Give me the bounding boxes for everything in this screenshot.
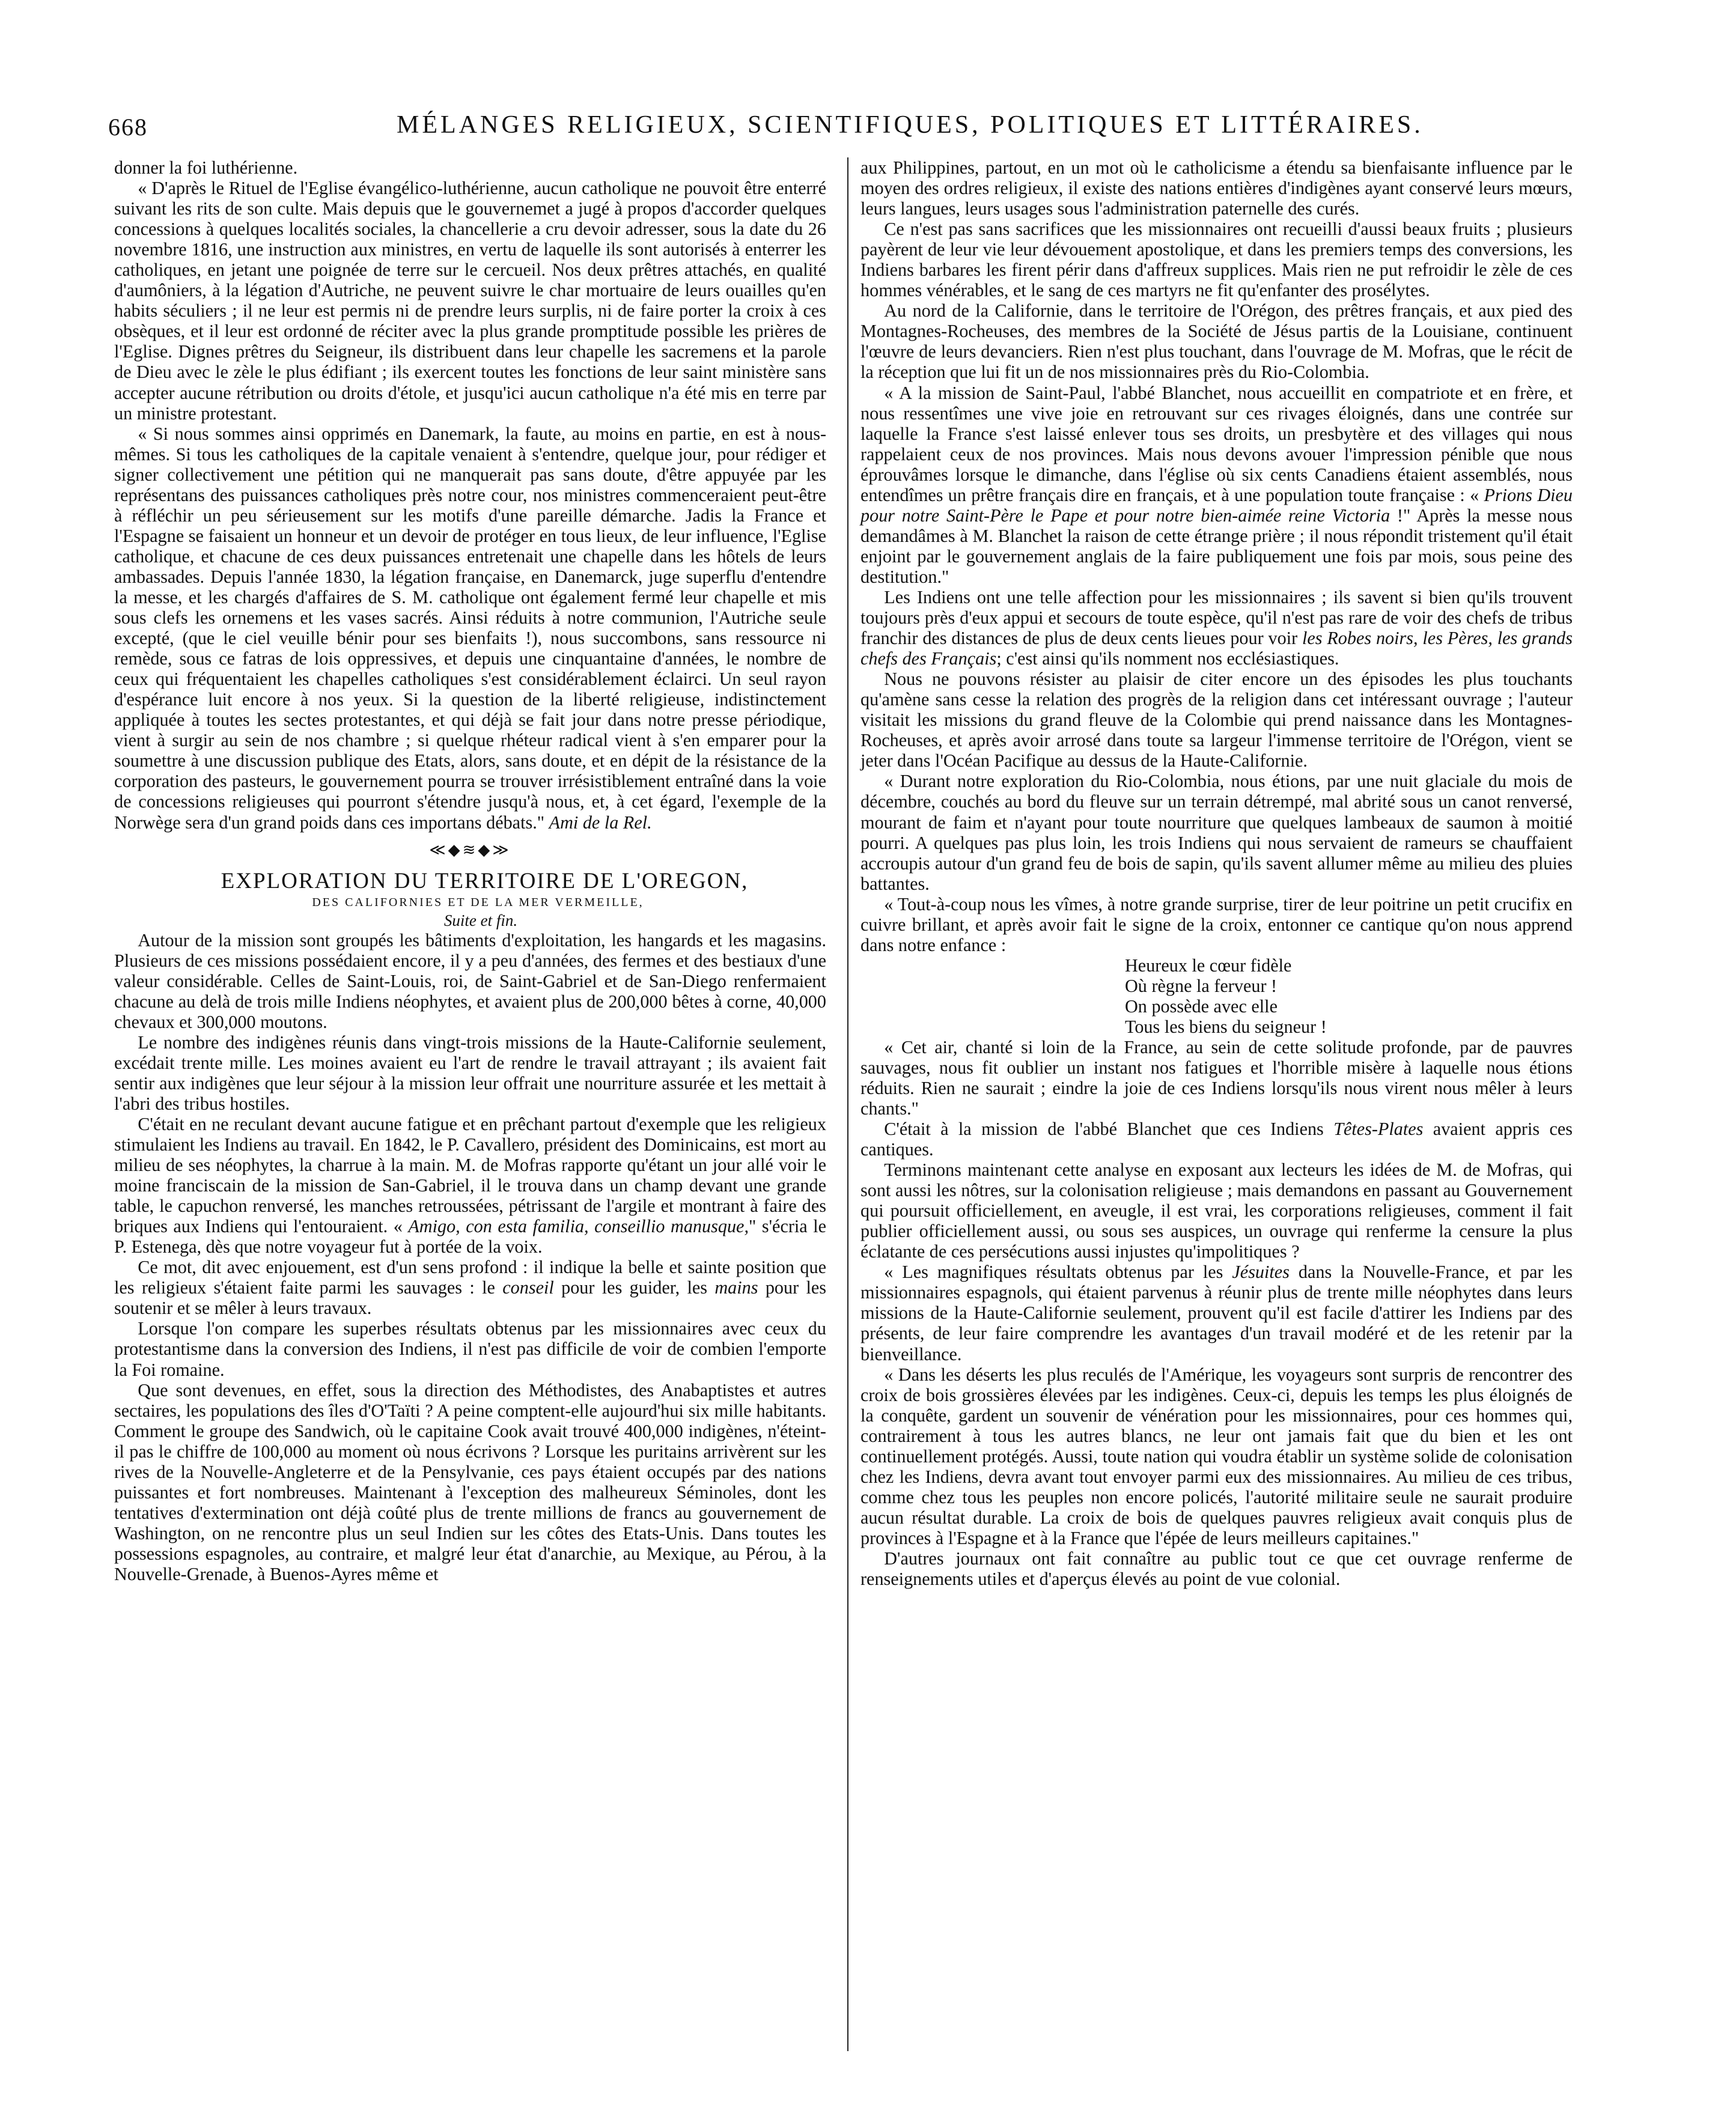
paragraph-text: " s'écria le P. Estenega, dès que notre voyageur fut à portée de la voix. <box>114 1216 826 1257</box>
paragraph-text: !" Après la messe nous demandâmes à M. Blanchet la raison de cette étrange prière ; il nous répondit tristement qu'il était enjoint par le gouvernement anglais de la faire publiquement une fois par mois, sous peine des destitution." <box>860 505 1573 587</box>
paragraph-text: pour les guider, les <box>561 1277 707 1298</box>
paragraph: « Durant notre exploration du Rio-Colombia, nous étions, par une nuit glaciale du mois de décembre, couchés au bord du fleuve sur un terrain détrempé, mal abrité sous un canot renversé, mourant de faim et n'ayant pour toute nourriture que quelques lambeaux de saumon à moitié pourri. A quelques pas plus loin, les trois Indiens qui nous servaient de rameurs se chauffaient accroupis autour d'un grand feu de bois de sapin, qu'ils savent allumer même au milieu des pluies battantes. <box>860 771 1573 894</box>
paragraph: « Cet air, chanté si loin de la France, au sein de cette solitude profonde, par de pauvres sauvages, nous fit oublier un instant nos fatigues et l'horrible misère à laquelle nous étions réduits. Rien ne saurait ; eindre la joie de ces Indiens lorsqu'ils nous virent nous mêler à leurs chants." <box>860 1036 1573 1119</box>
italic-word: conseil <box>502 1277 554 1298</box>
verse-line: Heureux le cœur fidèle <box>1125 955 1292 976</box>
column-rule <box>847 157 848 2051</box>
italic-phrase: les Robes noirs, les Pères, les grands chefs des Français <box>860 628 1573 669</box>
paragraph-text: « A la mission de Saint-Paul, l'abbé Blanchet, nous accueillit en compatriote et en frère, et nous ressentîmes une vive joie en retrouvant sur ces rivages éloignés, dans une contrée sur laquelle la France s'est laissé enlever tous ses droits, un presbytère et des villages qui nous rappelaient ceux de nos provinces. Mais nous devons avouer l'impression pénible que nous éprouvâmes lorsque le dimanche, dans l'église où six cents Canadiens étaient assemblés, nous entendîmes un prêtre français dire en français, et à une population toute française : « <box>860 382 1573 505</box>
paragraph: « Tout-à-coup nous les vîmes, à notre grande surprise, tirer de leur poitrine un petit crucifix en cuivre brillant, et après avoir fait le signe de la croix, entonner ce cantique qu'on nous apprend dans notre enfance : <box>860 893 1573 955</box>
verse-line: Tous les biens du seigneur ! <box>1125 1016 1327 1037</box>
quotation-italic: Amigo, con esta familia, conseillio manusque, <box>408 1216 749 1237</box>
paragraph <box>114 1257 826 1318</box>
paragraph: « D'après le Rituel de l'Eglise évangélico-luthérienne, aucun catholique ne pouvoit être enterré suivant les rits de son culte. Mais depuis que le gouvernemet a jugé à propos d'accorder quelques concessions à quelques localités sociales, la chancellerie a cru devoir adresser, sous la date du 26 novembre 1816, une instruction aux ministres, en vertu de laquelle ils sont autorisés à enterrer les catholiques, en jetant une poignée de terre sur le cercueil. Nos deux prêtres attachés, en qualité d'aumôniers, à la légation d'Autriche, ne peuvent suivre le char mortuaire de leurs ouailles qu'en habits séculiers ; il ne leur est permis ni de prendre leurs surplis, ni de faire porter la croix à ces obsèques, et il leur est ordonné de réciter avec la plus grande promptitude possible les prières de l'Eglise. Dignes prêtres du Seigneur, ils distribuent dans leur chapelle les sacremens et la parole de Dieu avec le zèle le plus édifiant ; ils exercent toutes les fonctions de leur saint ministère sans accepter aucune rétribution ou droits d'étole, et jusqu'ici aucun catholique n'a été mis en terre par un ministre protestant. <box>114 178 826 424</box>
paragraph <box>860 1119 1573 1160</box>
paragraph: Le nombre des indigènes réunis dans vingt-trois missions de la Haute-Californie seulement, excédait trente mille. Les moines avaient eu l'art de rendre le travail attrayant ; ils avaient fait sentir aux indigènes que leur séjour à la mission leur offrait une nourriture assurée et les mettait à l'abri des tribus hostiles. <box>114 1032 826 1114</box>
left-column <box>114 157 826 1584</box>
ornament-divider: ≪◆≋◆≫ <box>429 841 511 859</box>
source-signature: Ami de la Rel. <box>549 812 652 833</box>
paragraph-text: C'était à la mission de l'abbé Blanchet que ces Indiens <box>884 1119 1324 1140</box>
paragraph <box>114 1114 826 1257</box>
section-title: EXPLORATION DU TERRITOIRE DE L'OREGON, <box>221 868 749 893</box>
paragraph-text: dans la Nouvelle-France, et par les missionnaires espagnols, qui étaient parvenus à réunir plus de trente mille néophytes dans leurs missions de la Haute-Californie seulement, prouvent qu'il est facile d'attirer les Indiens par des présents, de leur faire comprendre les avantages d'un travail modéré et de les retenir par la bienveillance. <box>860 1262 1573 1364</box>
paragraph-text: « Si nous sommes ainsi opprimés en Danemark, la faute, au moins en partie, en est à nous-mêmes. Si tous les catholiques de la capitale venaient à s'entendre, quelque jour, pour rédiger et signer collectivement une pétition qui ne manquerait pas sans doute, d'être appuyée par les représentans des puissances catholiques près notre cour, nos ministres commenceraient peut-être à réfléchir un peu sérieusement sur les motifs d'une pareille démarche. Jadis la France et l'Espagne se faisaient un honneur et un devoir de protéger en tous lieux, de leur influence, l'Eglise catholique, et chacune de ces deux puissances entretenait une chapelle dans les hôtels de leurs ambassades. Depuis l'année 1830, la légation française, en Danemarck, juge superflu d'entendre la messe, et les chargés d'affaires de S. M. catholique ont également fermé leur chapelle et mis sous clefs les ornemens et les vases sacrés. Ainsi réduits à notre communion, l'Autriche seule excepté, (que le ciel veuille bénir pour ses bienfaits !), nous succombons, sans ressource ni remède, sous ce fatras de lois oppressives, et depuis une cinquantaine d'années, le nombre de ceux qui fréquentaient les chapelles catholiques s'est considérablement éclairci. Un seul rayon d'espérance luit encore à nos yeux. Si la question de la liberté religieuse, indistinctement appliquée à toutes les sectes protestantes, et qui déjà se fait jour dans notre presse périodique, vient à surgir au sein de nos chambre ; si quelque rhéteur radical vient à s'en emparer pour la soumettre à une discussion publique des Etats, alors, sans doute, et en dépit de la résistance de la corporation des pasteurs, le gouvernement pourra se trouver irrésistiblement entraîné dans la voie de concessions religieuses qui pourront s'étendre jusqu'à nous, et, à cet égard, l'exemple de la Norwège sera d'un grand poids dans ces importans débats." <box>114 423 826 833</box>
paragraph-text: pour les soutenir et se mêler à leurs travaux. <box>114 1277 827 1319</box>
paragraph <box>114 424 826 833</box>
paragraph: « Dans les déserts les plus reculés de l'Amérique, les voyageurs sont surpris de rencontrer des croix de bois grossières élevées par les indigènes. Ceux-ci, depuis les temps les plus éloignés de la conquête, gardent un souvenir de vénération pour les missionnaires, pour ces hommes qui, contrairement à tous les autres blancs, ne leur ont jamais fait que du bien et les ont continuellement protégés. Aussi, toute nation qui voudra établir un système solide de colonisation chez les Indiens, devra avant tout envoyer parmi eux des missionnaires. Au milieu de ces tribus, comme chez tous les peuples non encore policés, l'autorité militaire seule ne saurait produire aucun résultat durable. La croix de bois de quelques pauvres religieux avait conquis plus de provinces à l'Espagne et à la France que l'épée de leurs meilleurs capitaines." <box>860 1364 1573 1548</box>
verse-line: Où règne la ferveur ! <box>1125 975 1278 996</box>
right-column <box>860 157 1573 1589</box>
section-subtitle: DES CALIFORNIES ET DE LA MER VERMEILLE, <box>312 895 644 909</box>
quotation-italic: Prions Dieu pour notre Saint-Père le Pape et pour notre bien-aimée reine Victoria <box>860 484 1573 526</box>
paragraph: Ce n'est pas sans sacrifices que les missionnaires ont recueilli d'aussi beaux fruits ; plusieurs payèrent de leur vie leur dévouement apostolique, et dans les premiers temps des conversions, les Indiens barbares les firent périr dans d'affreux supplices. Mais rien ne put refroidir le zèle de ces hommes vénérables, et le sang de ces martyrs ne fit qu'enfanter des prosélytes. <box>860 219 1573 301</box>
paragraph-text: C'était en ne reculant devant aucune fatigue et en prêchant partout d'exemple que les religieux stimulaient les Indiens au travail. En 1842, le P. Cavallero, président des Dominicains, est mort au milieu de ses néophytes, la charrue à la main. M. de Mofras rapporte qu'étant un jour allé voir le moine franciscain de la mission de San-Gabriel, il le trouva dans un champ devant une grande table, le capuchon renversé, les manches retroussées, pétrissant de l'argile et montrant à faire des briques aux Indiens qui l'entouraient. « <box>114 1113 826 1237</box>
page-header <box>108 108 1634 156</box>
paragraph-text: « Les magnifiques résultats obtenus par les <box>884 1262 1223 1283</box>
paragraph <box>860 383 1573 587</box>
paragraph: Nous ne pouvons résister au plaisir de citer encore un des épisodes les plus touchants qu'amène sans cesse la relation des progrès de la religion dans cet intéressant ouvrage ; l'auteur visitait les missions du grand fleuve de la Colombie qui prend naissance dans les Montagnes-Rocheuses, et après avoir arrosé dans toute sa largeur l'immense territoire de l'Orégon, vient se jeter dans l'Océan Pacifique au dessus de la Haute-Californie. <box>860 669 1573 771</box>
paragraph: Autour de la mission sont groupés les bâtiments d'exploitation, les hangards et les magasins. Plusieurs de ces missions possédaient encore, il y a peu d'années, des fermes et des bestiaux d'une valeur considérable. Celles de Saint-Louis, roi, de Saint-Gabriel et de San-Diego renfermaient chacune au delà de trois mille Indiens néophytes, et avaient plus de 200,000 bêtes à corne, 40,000 chevaux et 300,000 moutons. <box>114 929 826 1032</box>
paragraph-text: ; c'est ainsi qu'ils nomment nos ecclésiastiques. <box>996 648 1339 669</box>
italic-word: Jésuites <box>1232 1262 1290 1283</box>
paragraph: Terminons maintenant cette analyse en exposant aux lecteurs les idées de M. de Mofras, qui sont aussi les nôtres, sur la colonisation religieuse ; mais demandons en passant au Gouvernement qui poursuit officiellement, en aveugle, il est vrai, les corporations religieuses, comment il fait publier officiellement aussi, ou sous ses auspices, un ouvrage qui renferme la censure la plus éclatante de ces persécutions aussi injustes qu'impolitiques ? <box>860 1160 1573 1262</box>
paragraph-text: avaient appris ces cantiques. <box>860 1119 1573 1160</box>
italic-word: Têtes-Plates <box>1333 1119 1424 1140</box>
paragraph: Que sont devenues, en effet, sous la direction des Méthodistes, des Anabaptistes et autres sectaires, les populations des îles d'O'Taïti ? A peine comptent-elle aujourd'hui six mille habitants. Comment le groupe des Sandwich, où le capitaine Cook avait trouvé 400,000 indigènes, n'éteint-il pas le chiffre de 100,000 au moment où nous écrivons ? Lorsque les puritains arrivèrent sur les rives de la Nouvelle-Angleterre et de la Pensylvanie, ces pays étaient occupés par des nations puissantes et fort nombreuses. Maintenant à l'exception des malheureux Séminoles, dont les tentatives d'extermination ont déjà coûté plus de trente millions de francs au gouvernement de Washington, on ne rencontre plus un seul Indien sur les côtes des Etats-Unis. Dans toutes les possessions espagnoles, au contraire, et malgré leur état d'anarchie, au Mexique, au Pérou, à la Nouvelle-Grenade, à Buenos-Ayres même et <box>114 1379 826 1584</box>
verse-line: On possède avec elle <box>1125 996 1278 1017</box>
paragraph: donner la foi luthérienne. <box>114 157 298 178</box>
paragraph <box>860 587 1573 669</box>
paragraph-text: Ce mot, dit avec enjouement, est d'un sens profond : il indique la belle et sainte position que les religieux s'étaient faite parmi les sauvages : le <box>114 1257 826 1298</box>
paragraph: D'autres journaux ont fait connaître au public tout ce que cet ouvrage renferme de renseignements utiles et d'aperçus élevés au point de vue colonial. <box>860 1548 1573 1590</box>
paragraph <box>860 1262 1573 1364</box>
paragraph: aux Philippines, partout, en un mot où le catholicisme a étendu sa bienfaisante influence par le moyen des ordres religieux, il existe des nations entières d'indigènes ayant conservé leurs mœurs, leurs langues, leurs usages sous l'administration paternelle des curés. <box>860 157 1573 219</box>
running-title: MÉLANGES RELIGIEUX, SCIENTIFIQUES, POLITIQUES ET LITTÉRAIRES. <box>397 111 1424 139</box>
paragraph: Lorsque l'on compare les superbes résultats obtenus par les missionnaires avec ceux du protestantisme dans la conversion des Indiens, il n'est pas difficile de voir de combien l'emporte la Foi romaine. <box>114 1318 826 1380</box>
hymn-verse <box>1125 955 1573 1037</box>
page-number: 668 <box>108 114 148 141</box>
paragraph-text: Les Indiens ont une telle affection pour les missionnaires ; ils savent si bien qu'ils trouvent toujours près d'eux appui et secours de toute espèce, qu'il n'est pas rare de voir des chefs de tribus franchir des distances de plus de deux cents lieues pour voir <box>860 586 1573 649</box>
paragraph: Au nord de la Californie, dans le territoire de l'Orégon, des prêtres français, et aux pied des Montagnes-Rocheuses, des membres de la Société de Jésus partis de la Louisiane, continuent l'œuvre de leurs devanciers. Rien n'est plus touchant, dans l'ouvrage de M. Mofras, que le récit de la réception que lui fit un de nos missionnaires près du Rio-Colombia. <box>860 300 1573 383</box>
section-continuation: Suite et fin. <box>443 911 518 929</box>
italic-word: mains <box>714 1277 758 1298</box>
